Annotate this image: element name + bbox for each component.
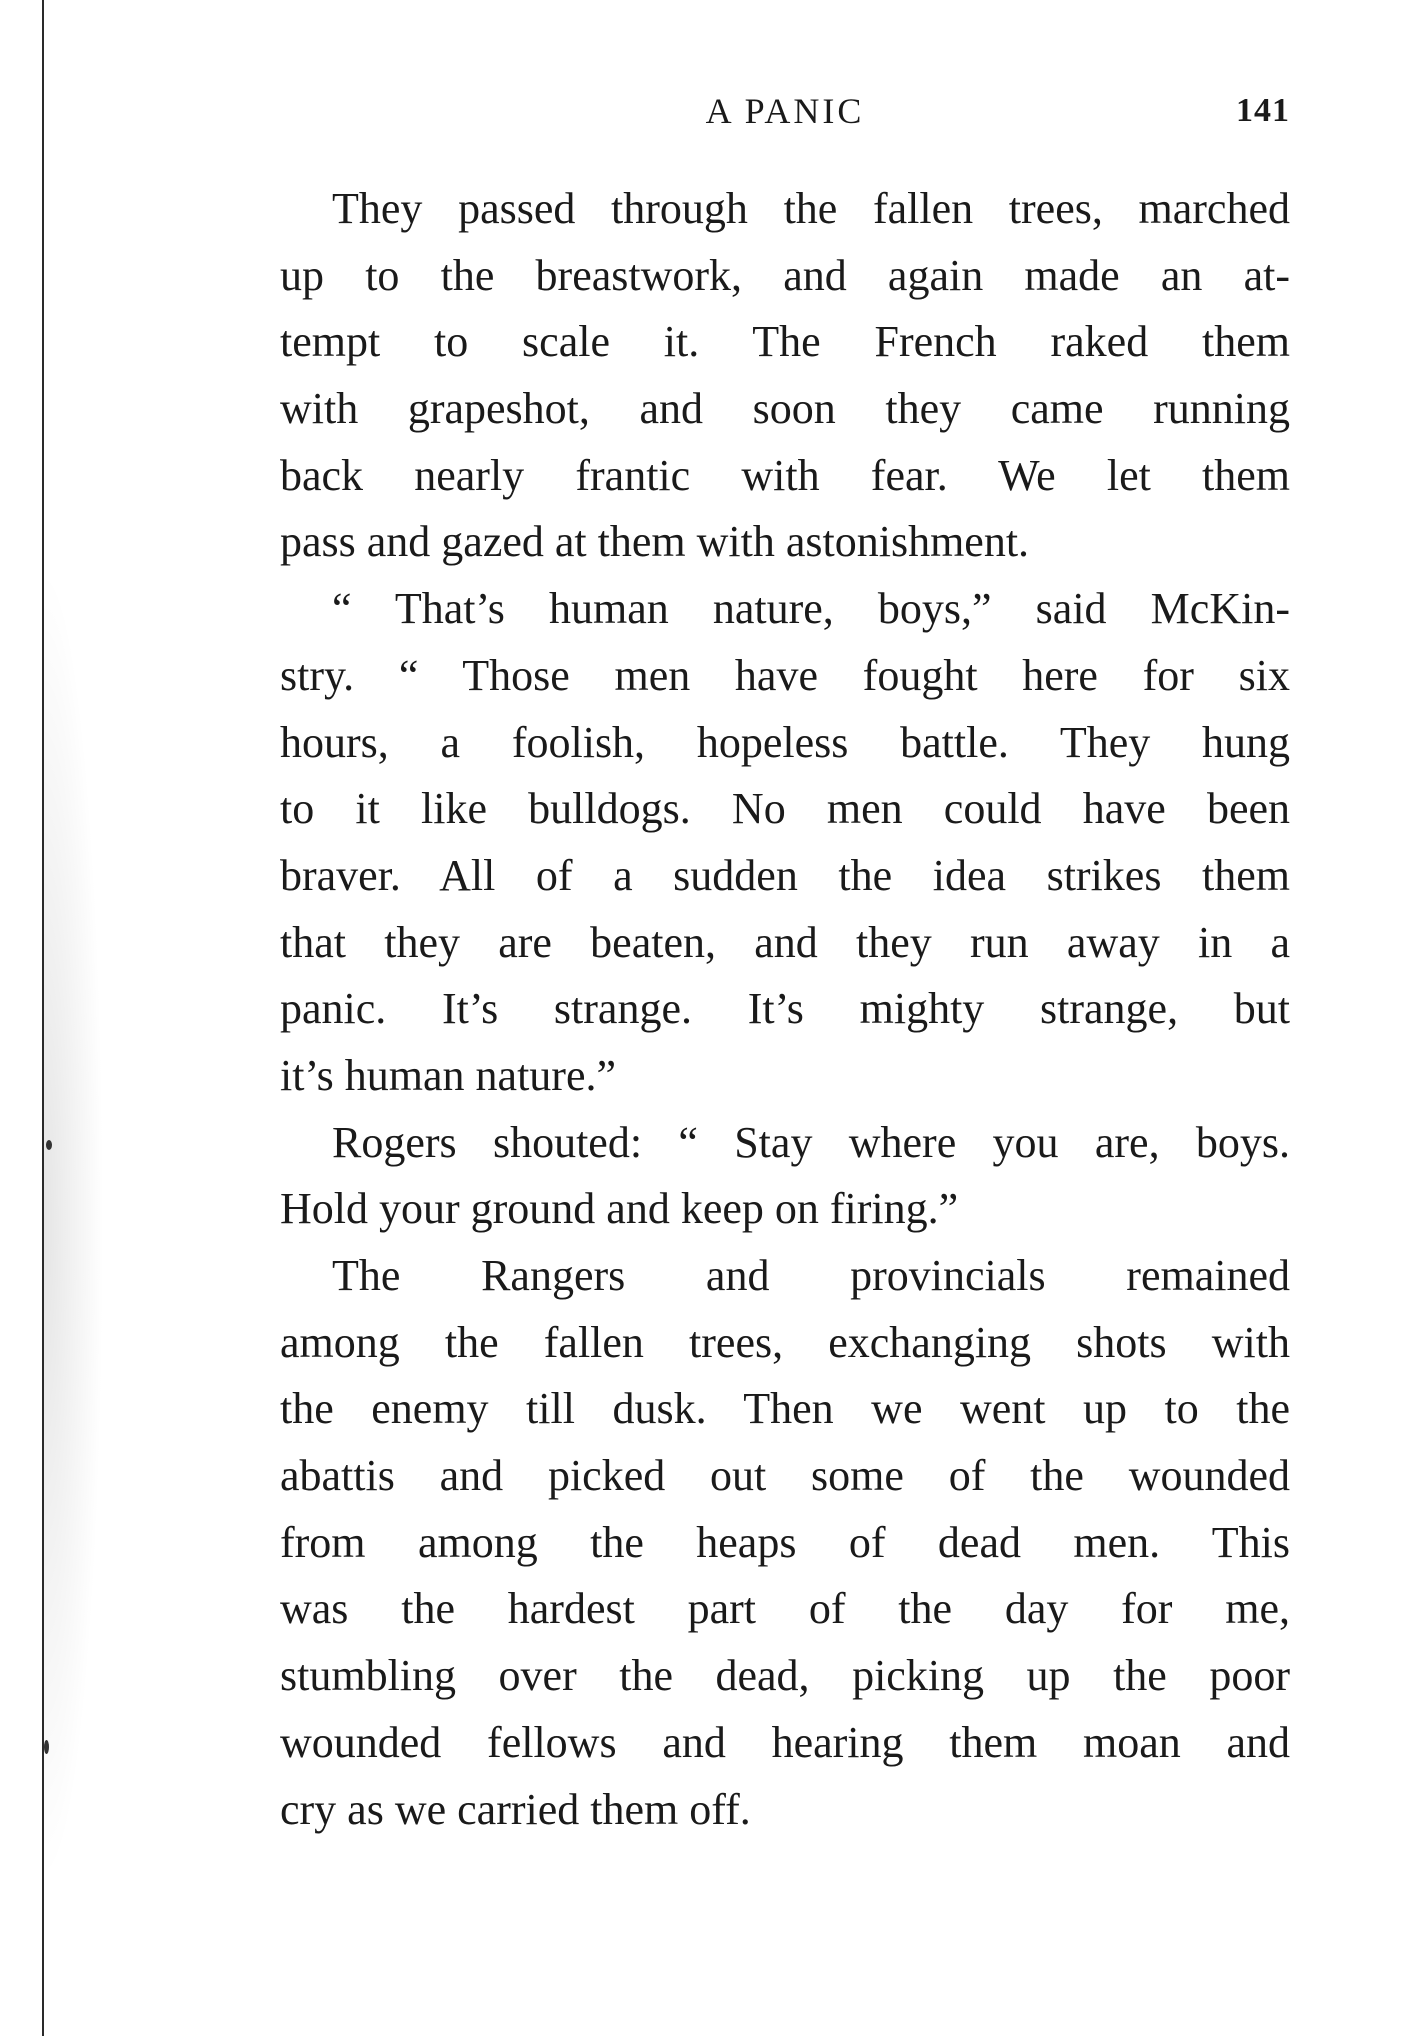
binding-shadow bbox=[44, 560, 104, 1890]
text-line: Hold your ground and keep on firing.” bbox=[280, 1184, 959, 1234]
text-line: wounded fellows and hearing them moan and bbox=[280, 1717, 1290, 1767]
paragraph bbox=[280, 576, 1290, 1110]
text-line: it’s human nature.” bbox=[280, 1050, 617, 1100]
text-line: panic. It’s strange. It’s mighty strange, but bbox=[280, 984, 1290, 1034]
text-line: They passed through the fallen trees, marched bbox=[332, 184, 1290, 233]
text-line: was the hardest part of the day for me, bbox=[280, 1584, 1290, 1634]
body-text bbox=[280, 176, 1290, 1843]
text-line: from among the heaps of dead men. This bbox=[280, 1517, 1290, 1567]
text-line: Rogers shouted: “ Stay where you are, boys. bbox=[332, 1117, 1290, 1167]
text-line: back nearly frantic with fear. We let them bbox=[280, 450, 1290, 500]
paragraph bbox=[280, 1110, 1290, 1243]
text-line: stry. “ Those men have fought here for six bbox=[280, 650, 1290, 700]
running-head bbox=[280, 90, 1290, 140]
text-line: that they are beaten, and they run away in a bbox=[280, 917, 1290, 967]
text-line: cry as we carried them off. bbox=[280, 1784, 751, 1834]
text-line: braver. All of a sudden the idea strikes them bbox=[280, 850, 1290, 900]
text-line: pass and gazed at them with astonishment. bbox=[280, 517, 1030, 567]
text-line: tempt to scale it. The French raked them bbox=[280, 317, 1290, 367]
text-line: the enemy till dusk. Then we went up to the bbox=[280, 1384, 1290, 1434]
paragraph bbox=[280, 1243, 1290, 1843]
text-line: stumbling over the dead, picking up the poor bbox=[280, 1651, 1290, 1701]
text-line: to it like bulldogs. No men could have been bbox=[280, 784, 1290, 834]
chapter-title: A PANIC bbox=[705, 91, 865, 131]
text-line: up to the breastwork, and again made an at- bbox=[280, 250, 1290, 300]
page-number: 141 bbox=[1236, 92, 1290, 129]
binding-speck bbox=[46, 1140, 52, 1150]
binding-speck bbox=[44, 1740, 49, 1754]
text-line: “ That’s human nature, boys,” said McKin- bbox=[332, 584, 1290, 634]
text-line: with grapeshot, and soon they came running bbox=[280, 384, 1290, 434]
text-line: abattis and picked out some of the wounded bbox=[280, 1451, 1290, 1501]
paragraph bbox=[280, 176, 1290, 576]
text-line: among the fallen trees, exchanging shots with bbox=[280, 1317, 1290, 1367]
text-line: The Rangers and provincials remained bbox=[332, 1251, 1290, 1300]
text-line: hours, a foolish, hopeless battle. They hung bbox=[280, 717, 1290, 767]
